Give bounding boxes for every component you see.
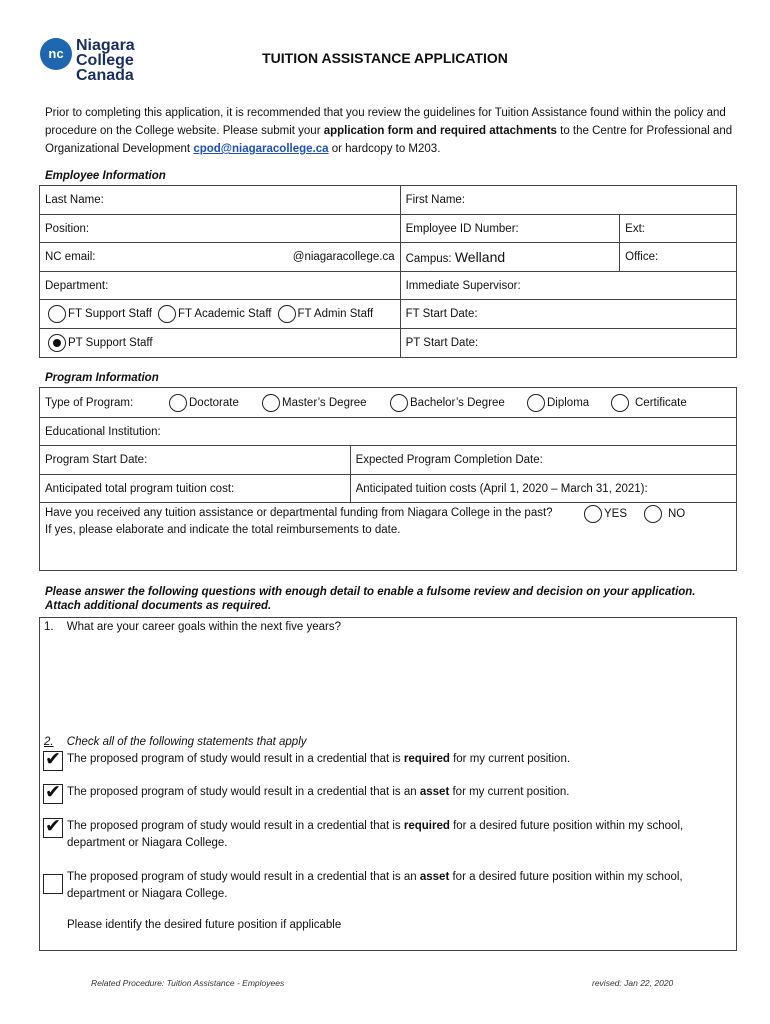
bachelors-radio[interactable] [390, 394, 408, 412]
ft-support-radio[interactable] [48, 305, 66, 323]
statement-2: ✔ The proposed program of study would result in a credential that is an asset for my current position. [43, 784, 707, 804]
funding-no-radio[interactable] [644, 505, 662, 523]
program-info-table [39, 387, 737, 571]
page-title: TUITION ASSISTANCE APPLICATION [262, 50, 508, 66]
statement-4-checkbox[interactable] [43, 874, 63, 894]
employee-info-heading: Employee Information [45, 170, 166, 182]
footer-revised-date: revised: Jan 22, 2020 [592, 978, 674, 988]
desired-position-prompt: Please identify the desired future position if applicable [67, 919, 342, 931]
pt-support-radio[interactable] [48, 334, 66, 352]
statement-3: ✔ The proposed program of study would result in a credential that is required for a desired future position within my school, department or Niagara College. [43, 818, 707, 852]
prior-funding-cell[interactable]: Have you received any tuition assistance or departmental funding from Niagara College in the past? If yes, please elaborate and indicate the total reimbursements to date. YES NO [40, 503, 737, 571]
ft-start-date-field[interactable]: FT Start Date: [400, 300, 736, 329]
program-start-date-field[interactable]: Program Start Date: [40, 446, 351, 475]
employee-info-table [39, 185, 737, 358]
logo-wordmark: Niagara College Canada [76, 37, 135, 84]
ft-staff-type-cell: FT Support Staff FT Academic Staff FT Admin Staff [40, 300, 401, 329]
tuition-costs-field[interactable]: Anticipated tuition costs (April 1, 2020 – March 31, 2021): [350, 475, 736, 503]
statement-2-checkbox[interactable]: ✔ [43, 784, 63, 804]
pt-staff-type-cell: PT Support Staff [40, 329, 401, 358]
last-name-field[interactable]: Last Name: [40, 186, 401, 215]
ft-admin-radio[interactable] [278, 305, 296, 323]
department-field[interactable]: Department: [40, 272, 401, 300]
total-cost-field[interactable]: Anticipated total program tuition cost: [40, 475, 351, 503]
campus-field[interactable]: Campus: Welland [400, 243, 620, 272]
supervisor-field[interactable]: Immediate Supervisor: [400, 272, 736, 300]
nc-logo-icon: nc [40, 38, 72, 70]
certificate-radio[interactable] [611, 394, 629, 412]
program-type-row: Type of Program: Doctorate Master’s Degree Bachelor’s Degree Diploma Certificate [40, 388, 737, 418]
statement-4: The proposed program of study would result in a credential that is an asset for a desired future position within my school, department or Niagara College. [43, 869, 707, 903]
masters-radio[interactable] [262, 394, 280, 412]
campus-value: Welland [454, 249, 506, 265]
nc-email-field[interactable]: NC email: @niagaracollege.ca [40, 243, 401, 272]
position-field[interactable]: Position: [40, 215, 401, 243]
career-goals-answer[interactable] [48, 655, 736, 731]
statement-3-checkbox[interactable]: ✔ [43, 818, 63, 838]
question-2: 2. Check all of the following statements that apply [44, 736, 307, 748]
institution-field[interactable]: Educational Institution: [40, 418, 737, 446]
pt-start-date-field[interactable]: PT Start Date: [400, 329, 736, 358]
completion-date-field[interactable]: Expected Program Completion Date: [350, 446, 736, 475]
funding-yes-radio[interactable] [584, 505, 602, 523]
questions-instruction: Please answer the following questions with enough detail to enable a fulsome review and decision on your application. Attach additional documents as required. [45, 586, 696, 612]
office-field[interactable]: Office: [620, 243, 737, 272]
questions-box [39, 617, 737, 951]
statement-1-checkbox[interactable]: ✔ [43, 751, 63, 771]
employee-id-field[interactable]: Employee ID Number: [400, 215, 620, 243]
ft-academic-radio[interactable] [158, 305, 176, 323]
statement-1: ✔ The proposed program of study would result in a credential that is required for my current position. [43, 751, 707, 771]
footer-procedure: Related Procedure: Tuition Assistance - Employees [91, 978, 285, 988]
diploma-radio[interactable] [527, 394, 545, 412]
cpod-email-link[interactable]: cpod@niagaracollege.ca [193, 143, 329, 155]
doctorate-radio[interactable] [169, 394, 187, 412]
intro-paragraph: Prior to completing this application, it is recommended that you review the guidelines for Tuition Assistance found within the policy and procedure on the College website. Please submit your application form and required attachments to the Centre for Professional and Organizational Development cpod@niagaracollege.ca or hardcopy to M203. [45, 107, 733, 155]
question-1: 1. What are your career goals within the next five years? [44, 621, 342, 633]
program-info-heading: Program Information [45, 372, 159, 384]
ext-field[interactable]: Ext: [620, 215, 737, 243]
first-name-field[interactable]: First Name: [400, 186, 736, 215]
